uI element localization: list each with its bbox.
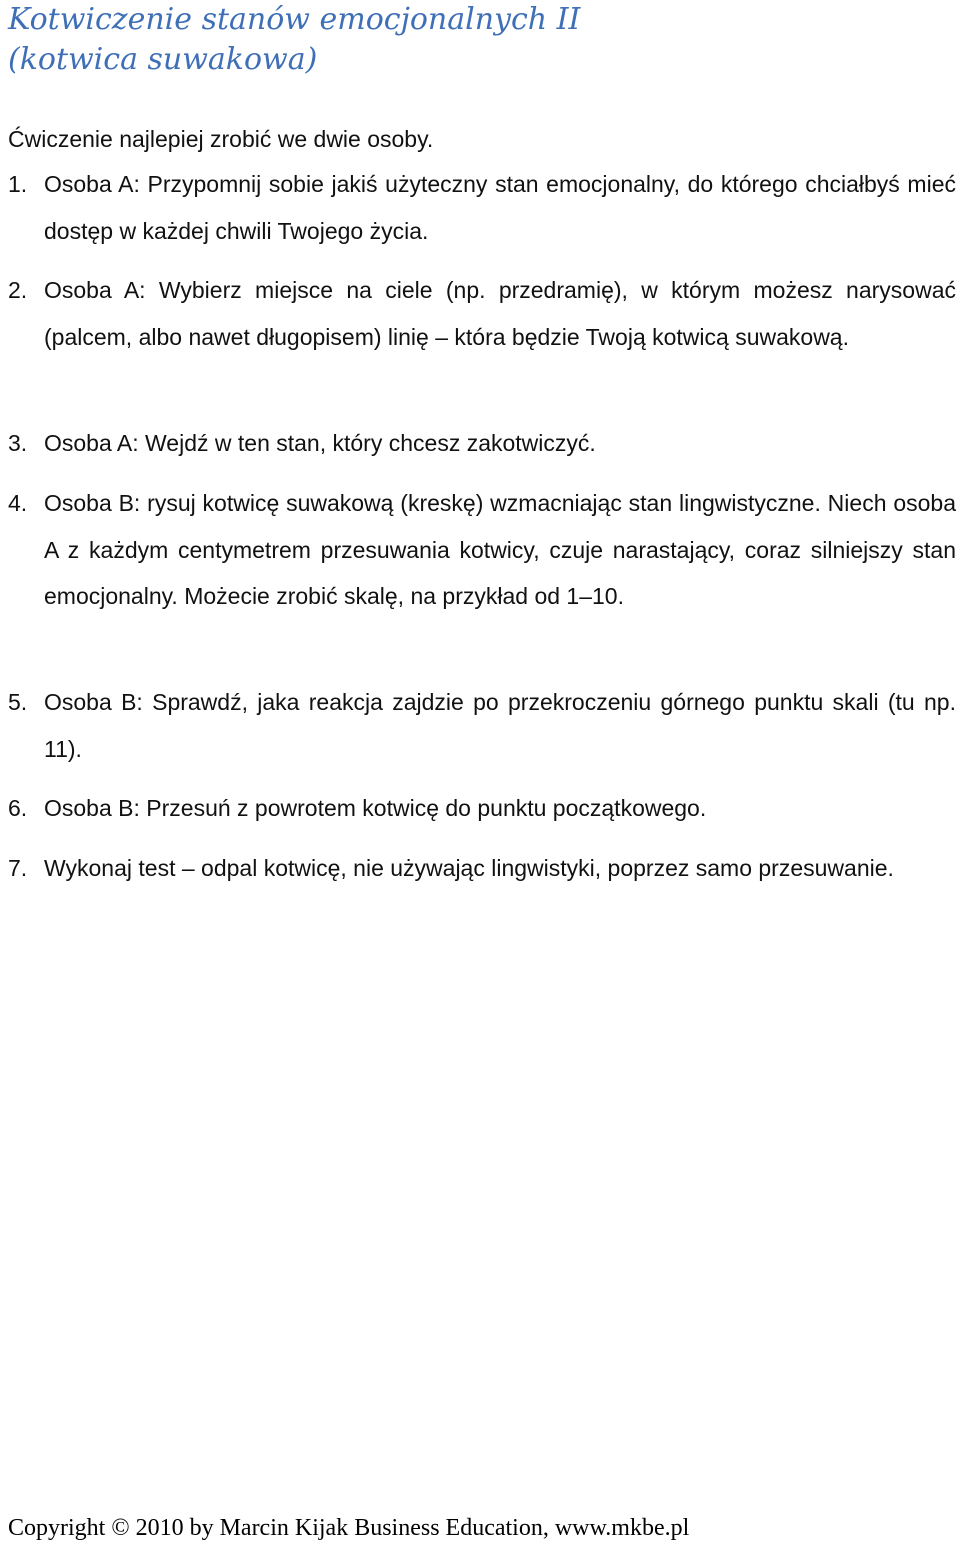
step-5 <box>8 679 956 772</box>
step-text: Osoba A: Przypomnij sobie jakiś użyteczny stan emocjonalny, do którego chciałbyś mieć dostęp w każdej chwili Twojego życia. <box>44 171 956 244</box>
step-6 <box>8 785 956 832</box>
step-text: Wykonaj test – odpal kotwicę, nie używając lingwistyki, poprzez samo przesuwanie. <box>44 855 894 881</box>
step-number: 4. <box>8 490 28 516</box>
step-7 <box>8 845 956 892</box>
step-number: 1. <box>8 171 28 197</box>
step-number: 5. <box>8 689 28 715</box>
document-title <box>8 0 580 80</box>
step-text: Osoba B: Sprawdź, jaka reakcja zajdzie po przekroczeniu górnego punktu skali (tu np. 11). <box>44 689 956 762</box>
copyright-footer: Copyright © 2010 by Marcin Kijak Business Education, www.mkbe.pl <box>8 1515 690 1541</box>
step-text: Osoba B: rysuj kotwicę suwakową (kreskę) wzmacniając stan lingwistyczne. Niech osoba A z każdym centymetrem przesuwania kotwicy, czuje narastający, coraz silniejszy stan emocjonalny. Możecie zrobić skalę, na przykład od 1–10. <box>44 490 956 609</box>
title-line-2: (kotwica suwakowa) <box>8 42 318 77</box>
step-3 <box>8 420 956 467</box>
step-text: Osoba A: Wejdź w ten stan, który chcesz zakotwiczyć. <box>44 430 596 456</box>
intro-text: Ćwiczenie najlepiej zrobić we dwie osoby. <box>8 126 434 152</box>
step-text: Osoba B: Przesuń z powrotem kotwicę do punktu początkowego. <box>44 795 707 821</box>
step-4 <box>8 480 956 620</box>
step-number: 2. <box>8 277 28 303</box>
step-2 <box>8 267 956 360</box>
step-1 <box>8 161 956 254</box>
step-text: Osoba A: Wybierz miejsce na ciele (np. przedramię), w którym możesz narysować (palcem, albo nawet długopisem) linię – która będzie Twoją kotwicą suwakową. <box>44 277 956 350</box>
title-line-1: Kotwiczenie stanów emocjonalnych II <box>8 2 581 37</box>
step-number: 7. <box>8 855 28 881</box>
step-number: 6. <box>8 795 28 821</box>
step-number: 3. <box>8 430 28 456</box>
